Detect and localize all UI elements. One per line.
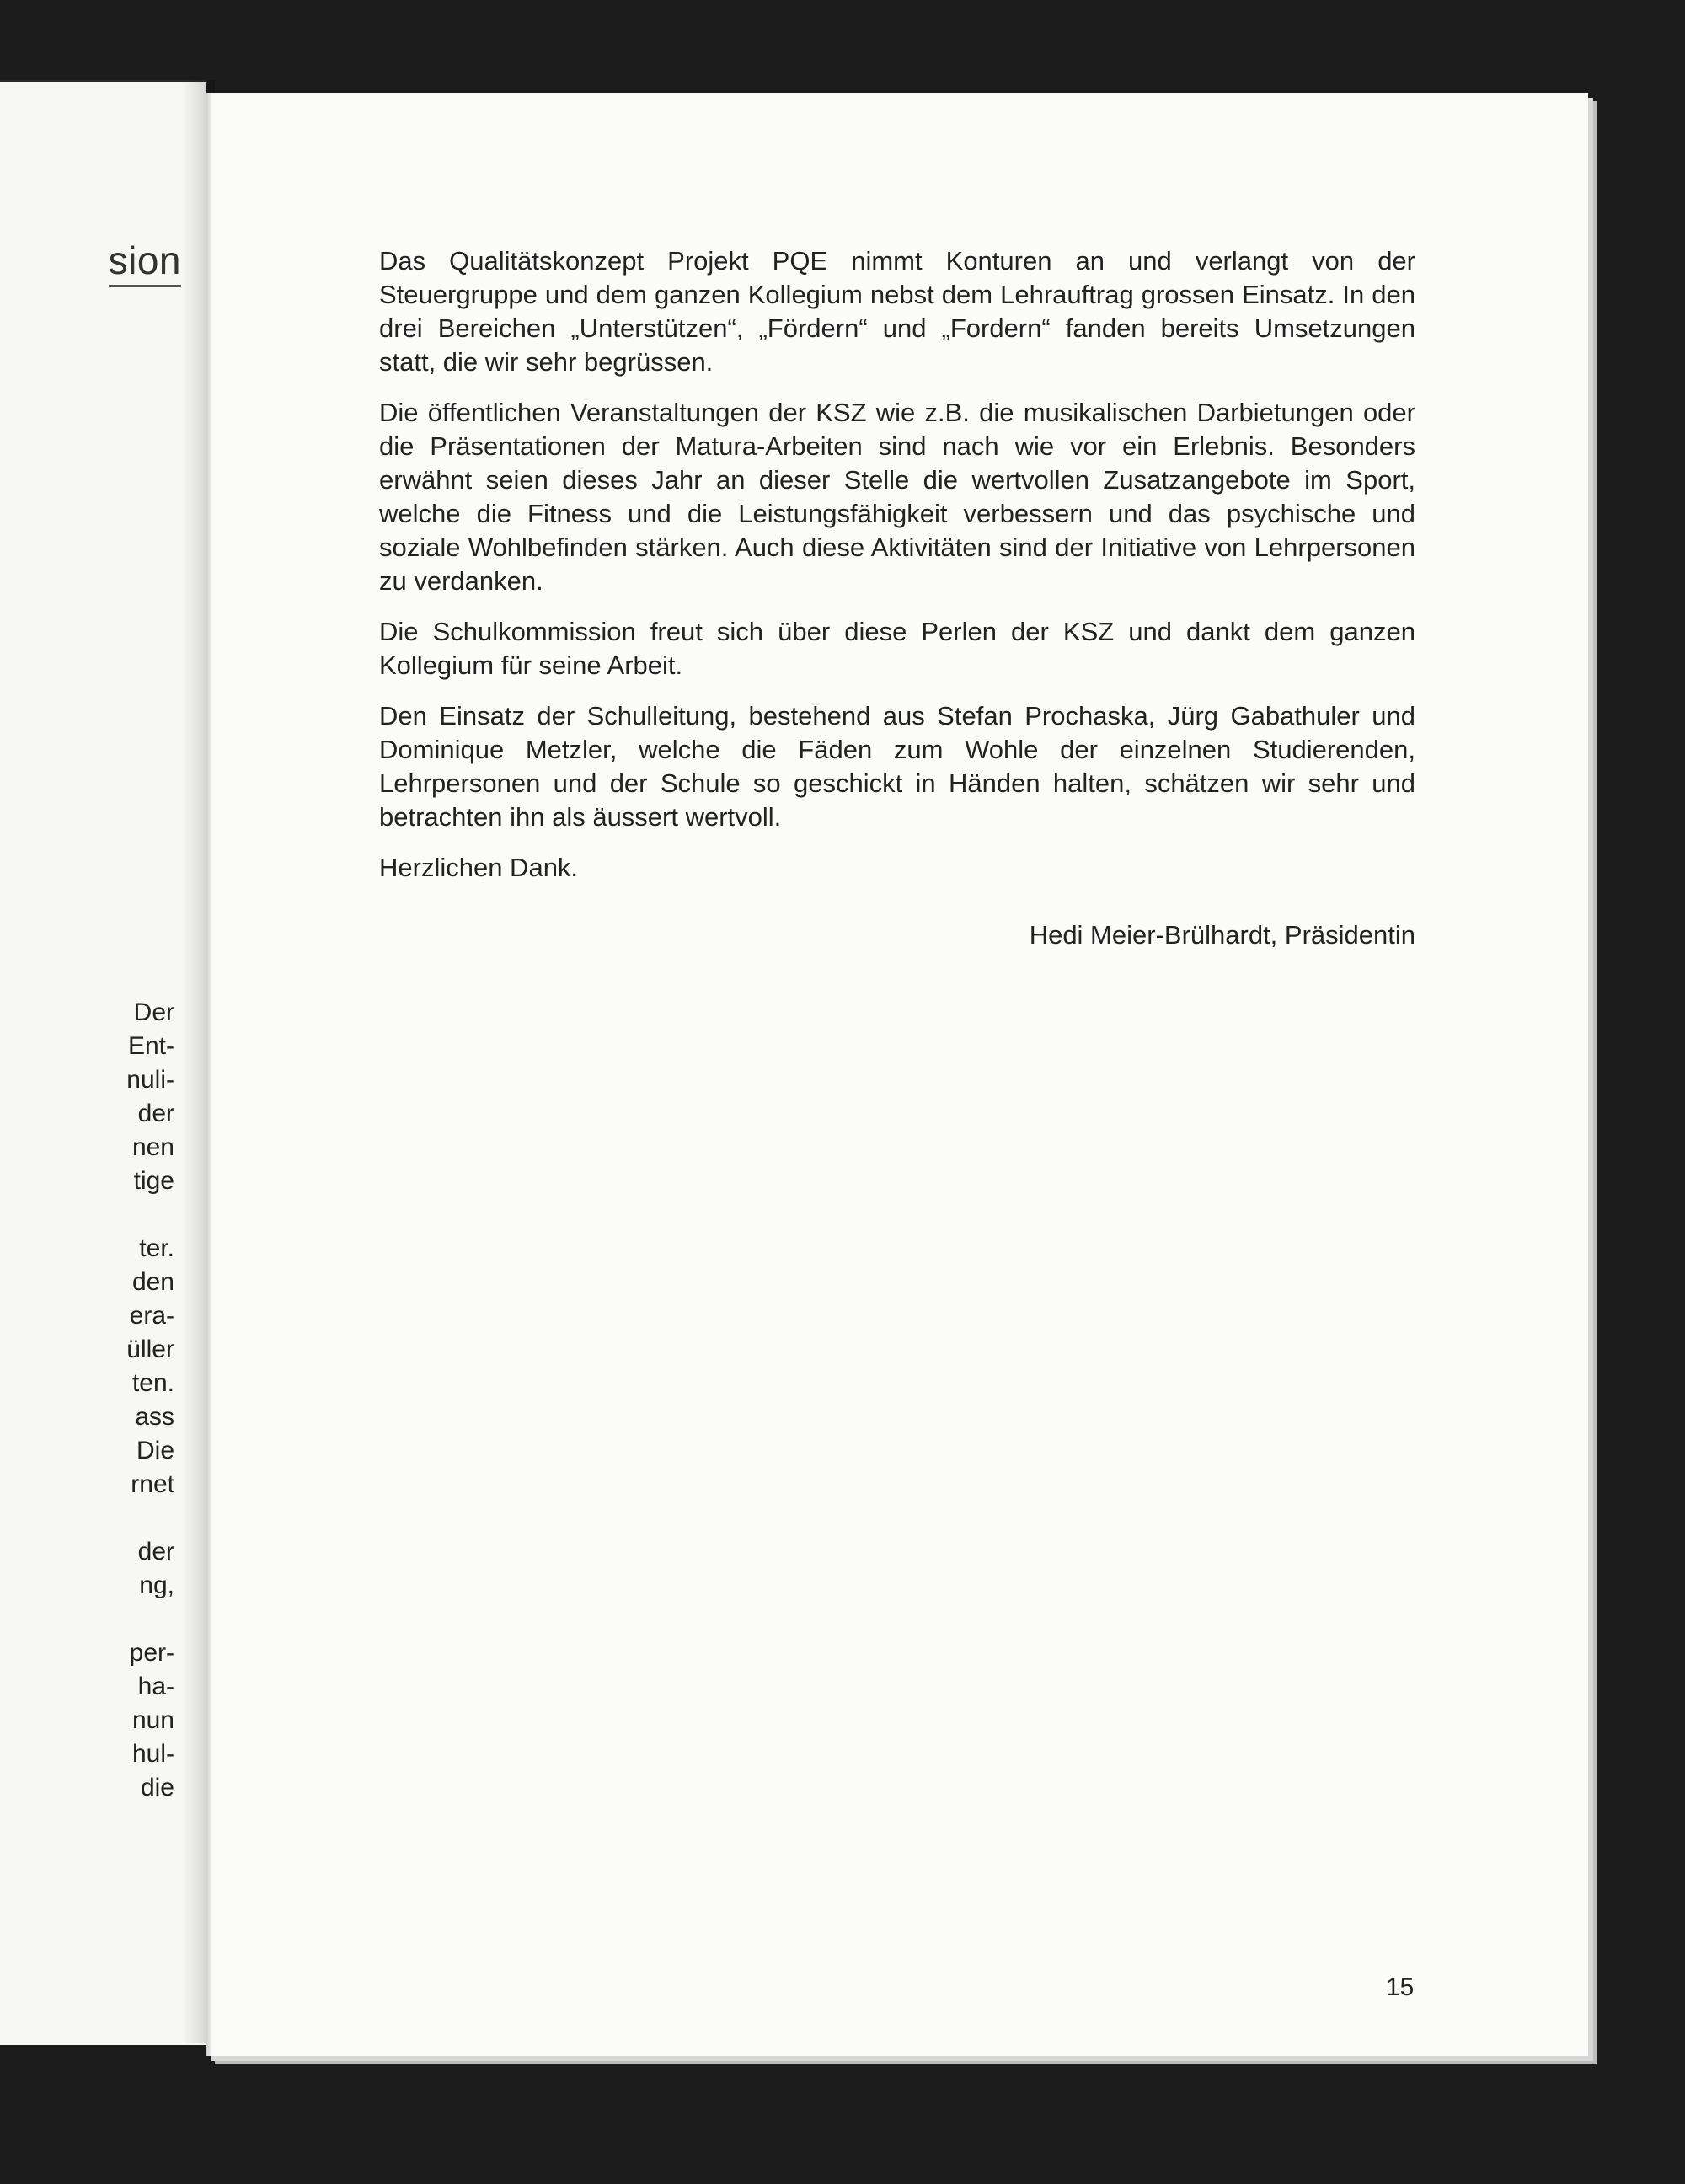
left-fragment-line: hul- xyxy=(131,1740,174,1768)
left-fragment-line: üller xyxy=(126,1336,174,1363)
left-fragment-gap xyxy=(73,1603,174,1636)
left-fragment-line: rnet xyxy=(131,1470,174,1498)
paragraph: Die öffentlichen Veranstaltungen der KSZ wie z.B. die musikalischen Darbietungen oder die Präsentationen der Matura-Arbeiten sind nach wie vor ein Erlebnis. Besonders erwähnt seien dieses Jahr an dieser Stelle die wertvollen Zusatzangebote im Sport, welche die Fitness und die Leistungsfähigkeit verbessern und das psychische und soziale Wohlbefinden stärken. Auch diese Aktivitäten sind der Initiative von Lehrpersonen zu verdanken. xyxy=(379,398,1415,596)
closing-line: Herzlichen Dank. xyxy=(379,853,579,882)
left-fragment-line: der xyxy=(137,1538,174,1566)
left-fragment-line: ng, xyxy=(139,1571,174,1599)
left-fragment-line: ass xyxy=(135,1403,174,1431)
left-fragment-line: ha- xyxy=(137,1673,174,1700)
left-fragment-gap xyxy=(73,1198,174,1232)
paragraph: Das Qualitätskonzept Projekt PQE nimmt Konturen an und verlangt von der Steuergruppe und dem ganzen Kollegium nebst dem Lehrauftrag grossen Einsatz. In den drei Bereichen „Unterstützen“, „Fördern“ und „Fordern“ fanden bereits Umsetzungen statt, die wir sehr begrüssen. xyxy=(379,246,1415,377)
page-gutter xyxy=(206,93,211,2056)
left-fragment-line: ter. xyxy=(139,1234,174,1262)
left-fragment-line: nuli- xyxy=(126,1066,174,1094)
left-page xyxy=(0,80,206,2045)
page-number: 15 xyxy=(1386,1973,1415,2001)
left-fragment-line: den xyxy=(131,1268,174,1296)
left-fragment-line: tige xyxy=(133,1167,174,1195)
left-fragment-line: era- xyxy=(129,1302,174,1330)
left-fragment-line: Der xyxy=(133,998,174,1026)
left-page-heading: sion xyxy=(109,238,181,287)
letter-body xyxy=(379,244,1415,902)
left-fragment-line: Die xyxy=(136,1437,174,1464)
left-fragment-line: ten. xyxy=(131,1369,174,1397)
signature: Hedi Meier-Brülhardt, Präsidentin xyxy=(1029,920,1415,950)
left-fragment-line: Ent- xyxy=(127,1032,174,1060)
left-fragment-gap xyxy=(73,1502,174,1535)
left-fragment-line: die xyxy=(140,1774,174,1801)
paragraph: Den Einsatz der Schulleitung, bestehend aus Stefan Prochaska, Jürg Gabathuler und Dominique Metzler, welche die Fäden zum Wohle der einzelnen Studierenden, Lehrpersonen und der Schule so geschickt in Händen halten, schätzen wir sehr und betrachten ihn als äussert wertvoll. xyxy=(379,701,1415,832)
left-fragment-line: nen xyxy=(131,1133,174,1161)
left-fragment-line: nun xyxy=(131,1706,174,1734)
left-page-text-fragments xyxy=(73,996,174,1805)
left-fragment-line: per- xyxy=(129,1639,174,1667)
paragraph: Die Schulkommission freut sich über diese Perlen der KSZ und dankt dem ganzen Kollegium für seine Arbeit. xyxy=(379,617,1415,680)
left-fragment-line: der xyxy=(137,1100,174,1127)
